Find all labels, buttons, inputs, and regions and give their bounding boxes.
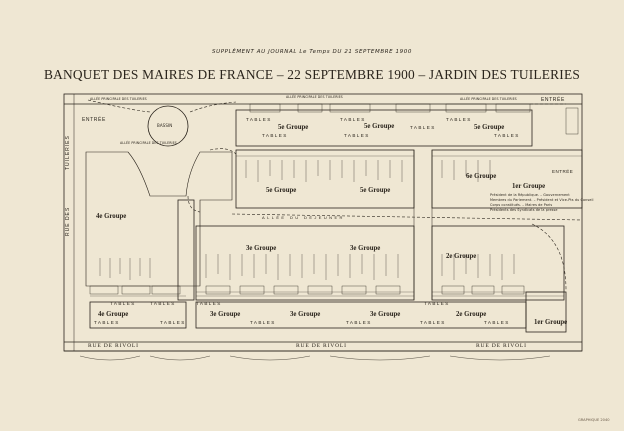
group-6-label: 6e Groupe — [466, 173, 497, 180]
legend-line-1: Président de la République. – Gouvernement — [490, 193, 570, 197]
tables-label: TABLES — [246, 117, 272, 122]
tables-label: TABLES — [150, 301, 176, 306]
group-5-label-top-left: 5e Groupe — [278, 124, 309, 131]
tables-label: TABLES — [420, 320, 446, 325]
tables-label: TABLES — [250, 320, 276, 325]
allee-principale-label-lower: ALLÉE PRINCIPALE DES TUILERIES — [120, 141, 177, 145]
group-4-label: 4e Groupe — [96, 213, 127, 220]
group-5-label-top: 5e Groupe — [364, 123, 395, 130]
legend-line-2: Membres du Parlement. – Président et Vice-Pts du Conseil — [490, 198, 594, 202]
group-1-label: 1er Groupe — [512, 183, 546, 190]
allee-principale-label-center: ALLÉE PRINCIPALE DES TUILERIES — [286, 95, 343, 99]
group-3-label-4: 3e Groupe — [290, 311, 321, 318]
rue-des-side-label: RUE DES — [65, 206, 71, 236]
tables-label: TABLES — [410, 125, 436, 130]
tables-label: TABLES — [424, 301, 450, 306]
map-title: BANQUET DES MAIRES DE FRANCE – 22 SEPTEMBRE 1900 – JARDIN DES TUILERIES — [44, 67, 580, 82]
entree-label-right: ENTRÉE — [541, 97, 565, 103]
tables-label: TABLES — [446, 117, 472, 122]
catalog-stamp: GRAPHIQUE 2040 — [578, 418, 610, 422]
tables-label: TABLES — [344, 133, 370, 138]
supplement-header: SUPPLÉMENT AU JOURNAL Le Temps DU 21 SEPTEMBRE 1900 — [212, 49, 412, 55]
rue-de-rivoli-3: RUE DE RIVOLI — [476, 343, 527, 349]
legend-line-4: Présidents des Syndicats de la presse — [490, 208, 558, 212]
bassin-label: BASSIN — [157, 123, 173, 128]
allee-principale-label-right: ALLÉE PRINCIPALE DES TUILERIES — [460, 97, 517, 101]
group-3-label: 3e Groupe — [246, 245, 277, 252]
rue-de-rivoli-2: RUE DE RIVOLI — [296, 343, 347, 349]
tables-label: TABLES — [484, 320, 510, 325]
tables-label: TABLES — [94, 320, 120, 325]
group-5-label-mid-2: 5e Groupe — [360, 187, 391, 194]
entree-label-left: ENTRÉE — [82, 117, 106, 123]
tables-label: TABLES — [196, 301, 222, 306]
group-3-label-5: 3e Groupe — [370, 311, 401, 318]
rue-de-rivoli-1: RUE DE RIVOLI — [88, 343, 139, 349]
group-1-label-bottom: 1er Groupe — [534, 319, 568, 326]
tables-label: TABLES — [262, 133, 288, 138]
group-3-label-3: 3e Groupe — [210, 311, 241, 318]
group-3-label-2: 3e Groupe — [350, 245, 381, 252]
entree-label-east: ENTRÉE — [552, 169, 574, 174]
group-5-label-top-right: 5e Groupe — [474, 124, 505, 131]
group-5-label-mid: 5e Groupe — [266, 187, 297, 194]
tuileries-side-label: TUILERIES — [65, 135, 71, 170]
group-4-label-bottom: 4e Groupe — [98, 311, 129, 318]
tables-label: TABLES — [110, 301, 136, 306]
allee-principale-label-left: ALLÉE PRINCIPALE DES TUILERIES — [90, 97, 147, 101]
tables-label: TABLES — [160, 320, 186, 325]
group-2-label: 2e Groupe — [446, 253, 477, 260]
group-2-label-bottom: 2e Groupe — [456, 311, 487, 318]
tables-label: TABLES — [340, 117, 366, 122]
allee-du-dejeuner-label: ALLÉE DU DÉJEUNER — [262, 215, 345, 220]
tables-label: TABLES — [346, 320, 372, 325]
tables-label: TABLES — [494, 133, 520, 138]
legend-line-3: Corps constitués. – Maires de Paris — [490, 203, 553, 207]
